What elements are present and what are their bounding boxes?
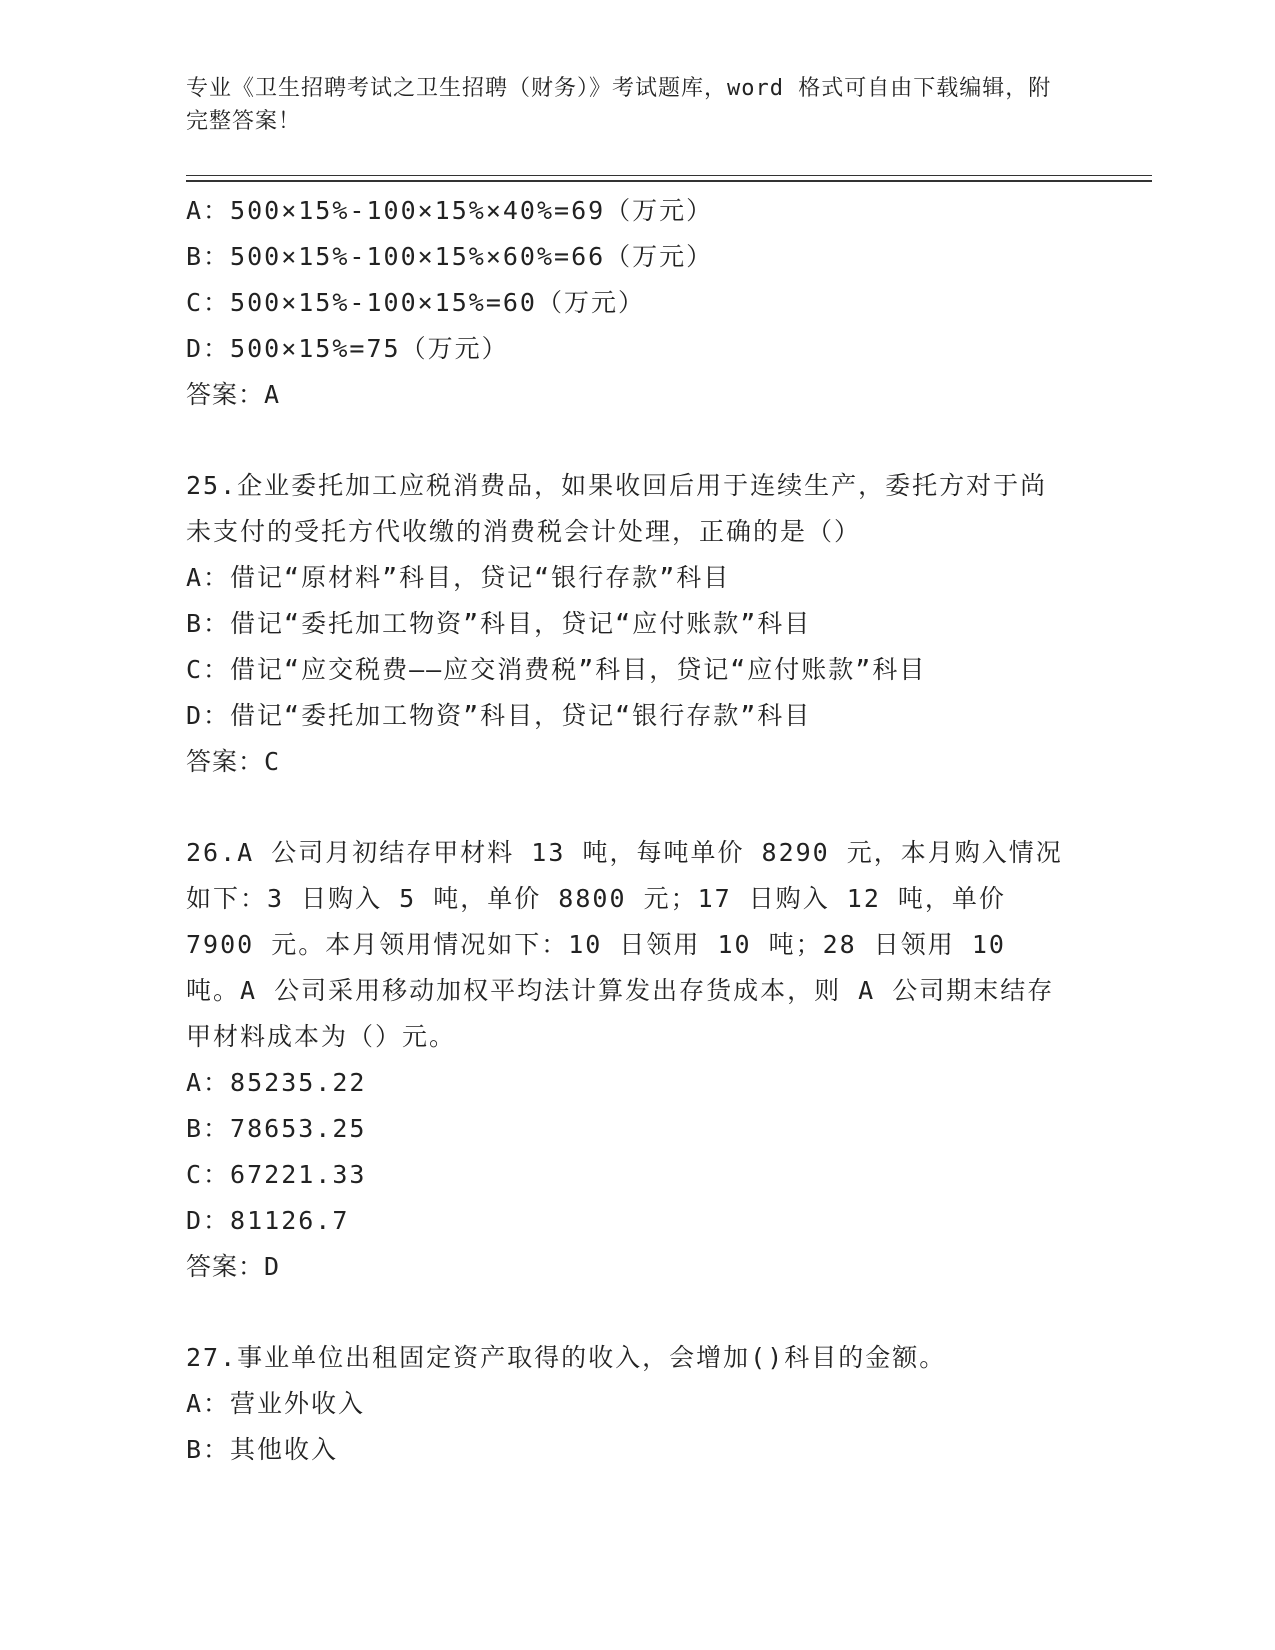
answer-line: 答案：C: [186, 747, 281, 776]
question-stem: 25.企业委托加工应税消费品，如果收回后用于连续生产，委托方对于尚未支付的受托方代收缴的消费税会计处理，正确的是（）: [186, 471, 1048, 546]
option-d: D：500×15%=75（万元）: [186, 334, 509, 363]
question-list: [186, 188, 1086, 1473]
option-b: B：借记“委托加工物资”科目，贷记“应付账款”科目: [186, 609, 812, 638]
answer-line: 答案：D: [186, 1252, 281, 1281]
question-stem: 26.A 公司月初结存甲材料 13 吨，每吨单价 8290 元，本月购入情况如下：3 日购入 5 吨，单价 8800 元；17 日购入 12 吨，单价 7900 元。本月领用情况如下：10 日领用 10 吨；28 日领用 10 吨。A 公司采用移动加权平均法计算发出存货成本，则 A 公司期末结存甲材料成本为（）元。: [186, 838, 1063, 1051]
question-stem: 27.事业单位出租固定资产取得的收入，会增加()科目的金额。: [186, 1343, 947, 1372]
option-b: B：78653.25: [186, 1114, 367, 1143]
option-b: B：500×15%-100×15%×60%=66（万元）: [186, 242, 714, 271]
option-d: D：借记“委托加工物资”科目，贷记“银行存款”科目: [186, 701, 812, 730]
answer-line: 答案：A: [186, 380, 281, 409]
question-block-prev: [186, 188, 1086, 418]
option-c: C：500×15%-100×15%=60（万元）: [186, 288, 645, 317]
option-a: A：500×15%-100×15%×40%=69（万元）: [186, 196, 714, 225]
option-d: D：81126.7: [186, 1206, 350, 1235]
option-b: B：其他收入: [186, 1435, 339, 1464]
header-rule-thin: [186, 175, 1152, 176]
option-a: A：营业外收入: [186, 1389, 366, 1418]
header-rule-thick: [186, 180, 1152, 182]
question-block-25: [186, 463, 1086, 785]
option-a: A：借记“原材料”科目，贷记“银行存款”科目: [186, 563, 731, 592]
document-header: 专业《卫生招聘考试之卫生招聘（财务）》考试题库，word 格式可自由下载编辑，附完整答案！: [186, 76, 1052, 134]
question-block-27: [186, 1335, 1086, 1473]
option-a: A：85235.22: [186, 1068, 367, 1097]
option-c: C：67221.33: [186, 1160, 367, 1189]
question-block-26: [186, 830, 1086, 1290]
option-c: C：借记“应交税费——应交消费税”科目，贷记“应付账款”科目: [186, 655, 927, 684]
